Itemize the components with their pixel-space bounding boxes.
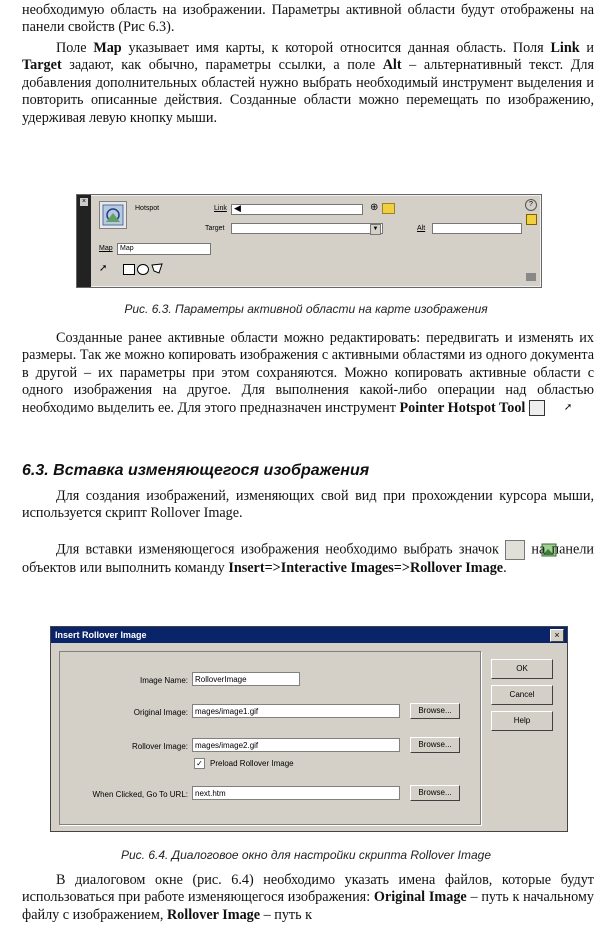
oval-hotspot-tool-icon[interactable]	[137, 264, 149, 275]
link-label: Link	[214, 205, 227, 212]
dialog-close-button[interactable]: ×	[550, 629, 564, 642]
figure-caption-6-3: Рис. 6.3. Параметры активной области на карте изображения	[124, 302, 488, 316]
hotspot-property-inspector	[76, 194, 542, 288]
paragraph-6: В диалоговом окне (рис. 6.4) необходимо указать имена файлов, которые будут использоваться при работе изменяющегося изображения: Original Image – путь к начальному файлу с изображением, Rollover Image – путь к	[22, 872, 595, 923]
url-label: When Clicked, Go To URL:	[92, 790, 188, 799]
original-image-input[interactable]: mages/image1.gif	[192, 704, 400, 718]
original-browse-button[interactable]: Browse...	[410, 703, 460, 719]
point-to-file-icon[interactable]: ⊕	[370, 202, 379, 213]
paragraph-3: Созданные ранее активные области можно редактировать: передвигать и изменять их размеры. Так же можно копировать изображения с активными областями из одного документа в другой – их параметры при этом сохраняются. Можно копировать активные области с одного изображения на другое. Для выполнения какой-либо операции над областью необходимо выделить ее. Для этого предназначен инструмент Pointer Hotspot Tool ➚	[22, 330, 594, 416]
hotspot-label: Hotspot	[135, 205, 160, 212]
polygon-hotspot-tool-icon[interactable]	[151, 263, 163, 276]
paragraph-5: Для вставки изменяющегося изображения необходимо выбрать значок на панели объектов или выполнить команду Insert=>Interactive Images=>Rollover Image.	[22, 541, 594, 576]
alt-input[interactable]	[432, 223, 522, 234]
image-name-label: Image Name:	[139, 676, 188, 685]
paragraph-1: необходимую область на изображении. Параметры активной области будут отображены на панели свойств (Рис 6.3).	[22, 2, 594, 36]
image-name-input[interactable]: RolloverImage	[192, 672, 300, 686]
panel-sidebar	[77, 195, 91, 287]
link-input[interactable]	[231, 204, 363, 215]
help-icon[interactable]: ?	[525, 199, 537, 211]
hotspot-image-icon	[99, 201, 127, 229]
target-dropdown-icon[interactable]: ▼	[370, 224, 381, 235]
map-name-input[interactable]: Map	[117, 243, 211, 255]
panel-close-icon[interactable]: ×	[81, 198, 87, 205]
ok-button[interactable]: OK	[491, 659, 553, 679]
link-cursor-icon: ◀	[234, 203, 241, 213]
preload-checkbox[interactable]: ✓	[194, 758, 205, 769]
cancel-button[interactable]: Cancel	[491, 685, 553, 705]
pointer-hotspot-tool-icon[interactable]: ➚	[99, 263, 108, 274]
rollover-browse-button[interactable]: Browse...	[410, 737, 460, 753]
rollover-image-label: Rollover Image:	[131, 742, 188, 751]
url-input[interactable]: next.htm	[192, 786, 400, 800]
rectangular-hotspot-tool-icon[interactable]	[123, 264, 135, 275]
dialog-fields-group	[59, 651, 481, 825]
insert-rollover-image-dialog	[50, 626, 568, 832]
folder-icon[interactable]	[382, 203, 395, 214]
target-select[interactable]	[231, 223, 383, 234]
dialog-title: Insert Rollover Image	[51, 627, 567, 643]
pointer-tool-icon: ➚	[529, 400, 545, 416]
rollover-image-input[interactable]: mages/image2.gif	[192, 738, 400, 752]
expand-panel-icon[interactable]	[526, 273, 536, 281]
paragraph-4: Для создания изображений, изменяющих свой вид при прохождении курсора мыши, используется скрипт Rollover Image.	[22, 488, 594, 522]
preload-label: Preload Rollover Image	[210, 759, 294, 768]
help-button[interactable]: Help	[491, 711, 553, 731]
section-heading: 6.3. Вставка изменяющегося изображения	[22, 462, 370, 479]
figure-caption-6-4: Рис. 6.4. Диалоговое окно для настройки скрипта Rollover Image	[120, 848, 492, 862]
url-browse-button[interactable]: Browse...	[410, 785, 460, 801]
map-label: Map	[99, 245, 113, 252]
alt-label: Alt	[417, 225, 426, 232]
target-label: Target	[205, 225, 225, 232]
rollover-image-icon	[505, 540, 525, 560]
edit-icon[interactable]	[526, 214, 537, 225]
original-image-label: Original Image:	[133, 708, 188, 717]
paragraph-2: Поле Map указывает имя карты, к которой относится данная область. Поля Link и Target задают, как обычно, параметры ссылки, а поле Alt – альтернативный текст. Для добавления дополнительных областей нужно выбрать необходимый инструмент выделения и повторить описанные действия. Созданные области можно перемещать по изображению, удерживая левую кнопку мыши.	[22, 40, 594, 126]
